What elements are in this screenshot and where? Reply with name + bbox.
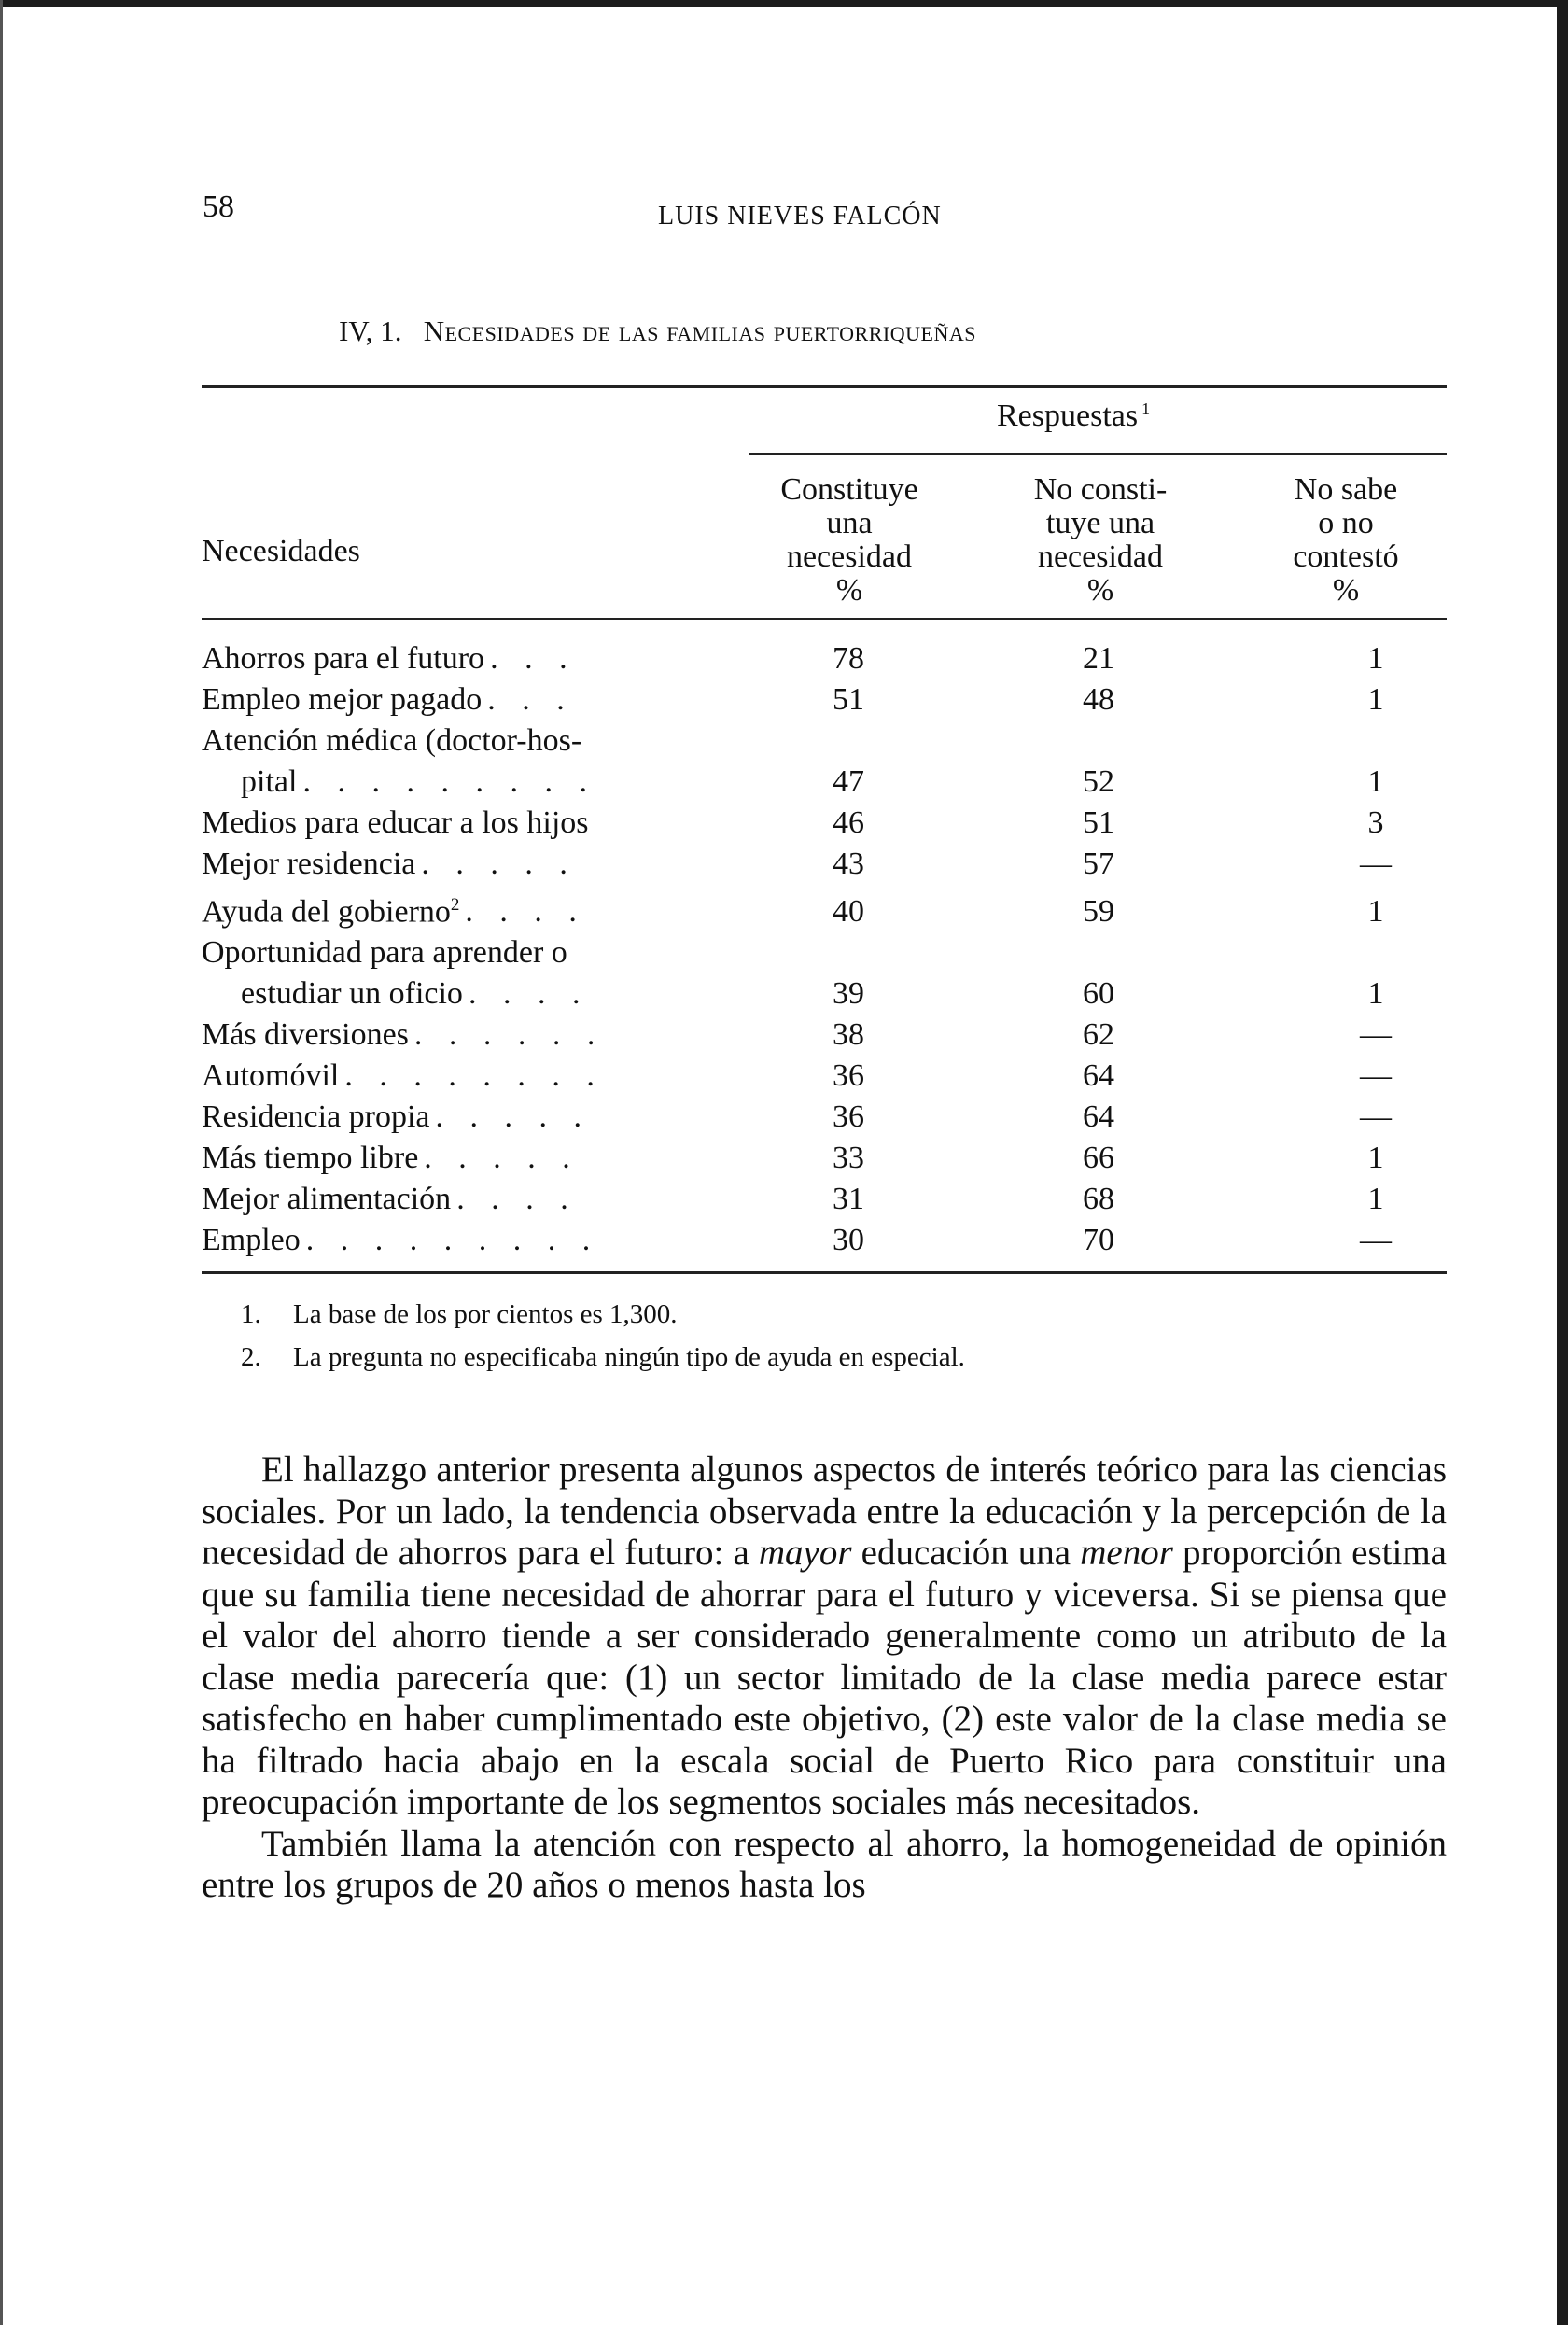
footnote: 1. La base de los por cientos es 1,300. — [241, 1299, 678, 1329]
table-row: Empleo mejor pagado . . . 51 48 1 — [202, 682, 1384, 717]
table-row: Atención médica (doctor-hos- pital . . . . . . . . . 47 52 1 — [202, 723, 1384, 799]
group-header-footnote-ref: 1 — [1141, 399, 1151, 418]
group-header: Respuestas $^1$ — [997, 399, 1151, 433]
table-row: Ahorros para el futuro . . . 78 21 1 — [202, 641, 1384, 676]
page-number: 58 — [203, 189, 234, 224]
row-footnote-ref: 2 — [450, 895, 460, 915]
table-body — [202, 638, 1447, 1261]
column-header-no-sabe: No sabe o no contestó % — [1293, 472, 1399, 608]
table-row: Más tiempo libre . . . . . 33 66 1 — [202, 1141, 1384, 1176]
body-text — [202, 1450, 1447, 1907]
emphasis: mayor — [758, 1533, 852, 1573]
paragraph: El hallazgo anterior presenta algunos aspectos de interés teórico para las ciencias sociales. Por un lado, la tendencia observada entre la educación y la percepción de la necesidad de ahorros para el futuro: a mayor educación una menor proporción estima que su familia tiene necesidad de ahorrar para el futuro y viceversa. Si se piensa que el valor del ahorro tiende a ser considerado generalmente como un atributo de la clase media parecería que: (1) un sector limitado de la clase media parece estar satisfecho en haber cumplimentado este objetivo, (2) este valor de la clase media se ha filtrado hacia abajo en la escala social de Puerto Rico para constituir una preocupación importante de los segmentos sociales más necesitados. — [202, 1450, 1447, 1822]
column-header-no-constituye: No consti- tuye una necesidad % — [1033, 472, 1168, 608]
column-header-constituye: Constituye una necesidad % — [780, 472, 918, 608]
table-footnotes — [241, 1293, 965, 1379]
group-header-rule — [749, 453, 1447, 455]
footnote: 2. La pregunta no especificaba ningún tipo de ayuda en especial. — [241, 1342, 965, 1372]
table-number: IV, 1. — [339, 315, 402, 347]
table-row: Empleo . . . . . . . . . 30 70 — — [202, 1223, 1392, 1258]
table-bottom-rule — [202, 1271, 1447, 1274]
table-title — [339, 315, 976, 348]
table-row: Mejor residencia . . . . . 43 57 — — [202, 847, 1392, 881]
emphasis: menor — [1080, 1533, 1173, 1573]
table-row: Ayuda del gobierno$^2$ . . . . 40 59 1 — [202, 894, 1384, 930]
table-row: Más diversiones . . . . . . 38 62 — — [202, 1017, 1392, 1053]
row-header: Necesidades — [202, 534, 360, 568]
table-header-rule — [202, 618, 1447, 620]
table-row: Automóvil . . . . . . . . 36 64 — — [202, 1058, 1392, 1094]
table-row: Oportunidad para aprender o estudiar un oficio . . . . 39 60 1 — [202, 935, 1384, 1012]
table-row: Mejor alimentación . . . . 31 68 1 — [202, 1182, 1384, 1217]
table-row: Residencia propia . . . . . 36 64 — — [202, 1099, 1392, 1135]
table-title-text: Necesidades de las familias puertorriqueñas — [423, 315, 976, 347]
page-edge-top — [0, 0, 1568, 7]
table-top-rule — [202, 385, 1447, 388]
running-head: LUIS NIEVES FALCÓN — [658, 202, 942, 231]
page-edge-right — [1557, 0, 1568, 2325]
paragraph: También llama la atención con respecto al ahorro, la homogeneidad de opinión entre los grupos de 20 años o menos hasta los — [202, 1823, 1447, 1905]
table-row: Medios para educar a los hijos 46 51 3 — [202, 805, 1384, 840]
page-edge-left — [0, 0, 3, 2325]
